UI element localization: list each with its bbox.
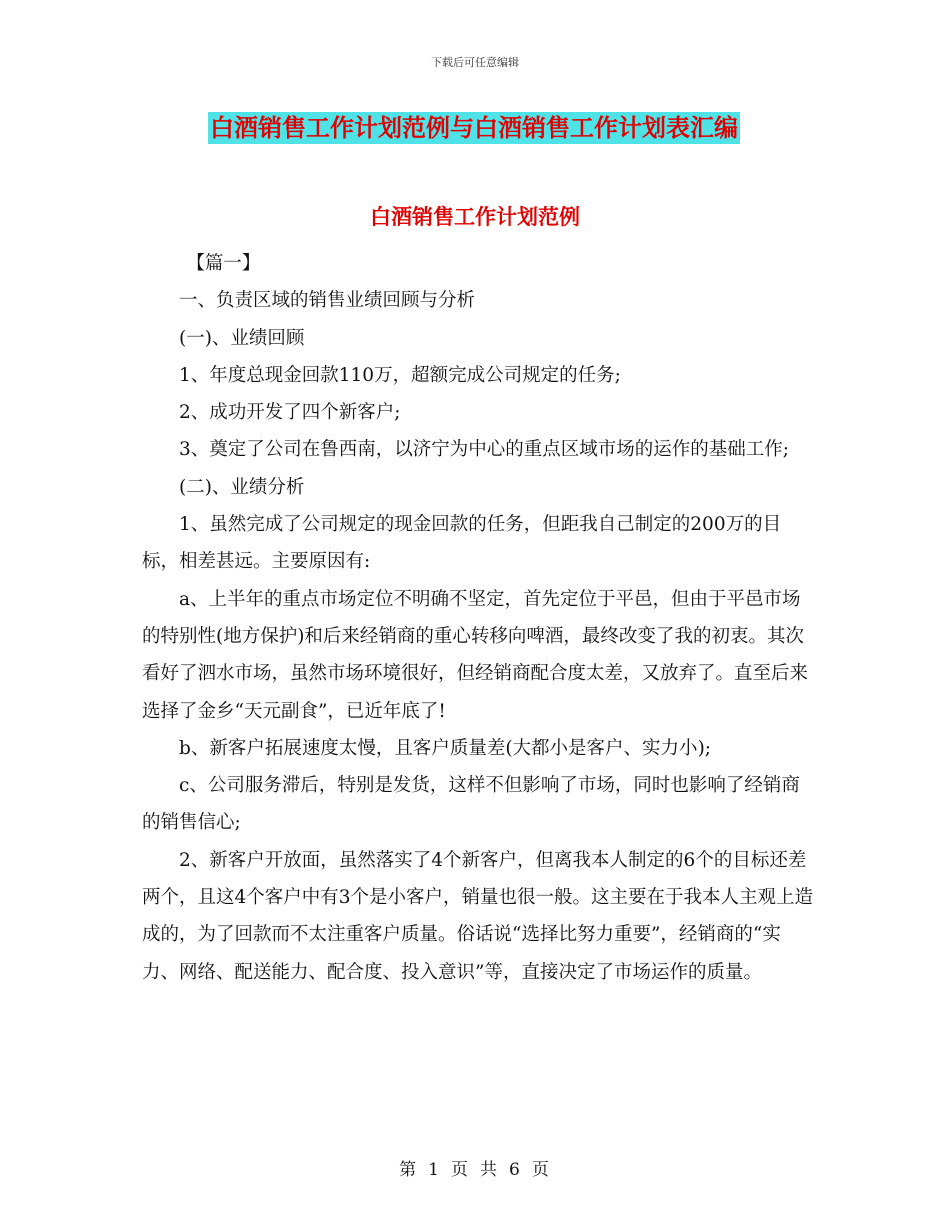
paragraph: b、新客户拓展速度太慢，且客户质量差(大都小是客户、实力小); xyxy=(179,737,712,759)
main-title: 白酒销售工作计划范例与白酒销售工作计划表汇编 xyxy=(210,113,738,142)
paragraph: a、上半年的重点市场定位不明确不坚定，首先定位于平邑，但由于平邑市场的特别性(地方保护)和后来经销商的重心转移向啤酒，最终改变了我的初衷。其次看好了泗水市场，虽然市场环境很好，但经销商配合度太差，又放弃了。直至后来选择了金乡“天元副食”，已近年底了! xyxy=(142,588,809,722)
footer-prefix: 第 xyxy=(399,1160,419,1180)
footer-total-prefix: 共 xyxy=(480,1160,499,1180)
page-footer xyxy=(0,1155,950,1180)
paragraph: 2、成功开发了四个新客户; xyxy=(179,402,401,424)
page-number: 1 xyxy=(428,1160,441,1180)
page-total: 6 xyxy=(509,1160,522,1180)
paragraph: (一)、业绩回顾 xyxy=(179,327,305,349)
sub-title: 白酒销售工作计划范例 xyxy=(370,204,580,229)
paragraph: (二)、业绩分析 xyxy=(179,476,305,498)
paragraph: 1、虽然完成了公司规定的现金回款的任务，但距我自己制定的200万的目标，相差甚远。主要原因有: xyxy=(142,514,782,573)
footer-suffix: 页 xyxy=(531,1160,551,1180)
header-note: 下载后可任意编辑 xyxy=(431,56,519,69)
document-body xyxy=(142,245,817,991)
paragraph: 1、年度总现金回款110万，超额完成公司规定的任务; xyxy=(179,364,621,386)
paragraph: c、公司服务滞后，特别是发货，这样不但影响了市场，同时也影响了经销商的销售信心; xyxy=(142,775,800,834)
paragraph: 3、奠定了公司在鲁西南，以济宁为中心的重点区域市场的运作的基础工作; xyxy=(179,439,790,461)
paragraph: 2、新客户开放面，虽然落实了4个新客户，但离我本人制定的6个的目标还差两个，且这4个客户中有3个是小客户，销量也很一般。这主要在于我本人主观上造成的，为了回款而不太注重客户质量。俗话说“选择比努力重要”，经销商的“实力、网络、配送能力、配合度、投入意识”等，直接决定了市场运作的质量。 xyxy=(142,849,814,983)
paragraph: 一、负责区域的销售业绩回顾与分析 xyxy=(179,290,476,312)
section-label: 【篇一】 xyxy=(186,253,261,274)
footer-mid: 页 xyxy=(451,1160,470,1180)
